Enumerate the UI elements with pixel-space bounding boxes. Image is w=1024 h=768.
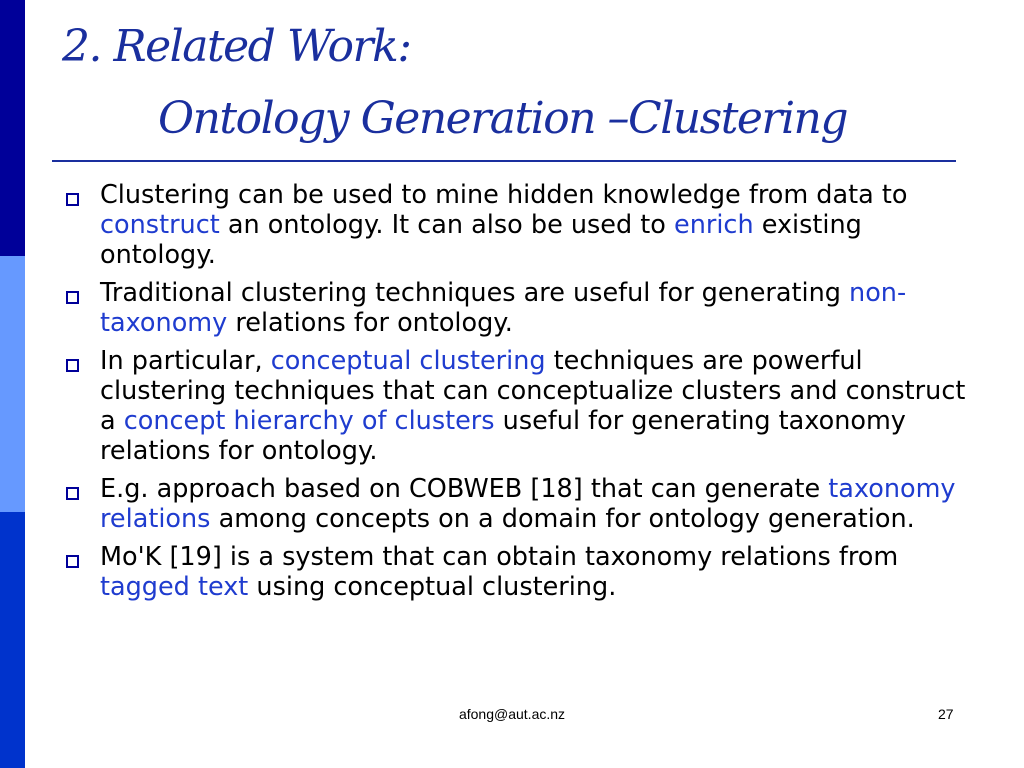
side-bar-bottom-segment: [0, 512, 25, 768]
highlighted-term: enrich: [674, 210, 754, 240]
side-bar-middle-segment: [0, 256, 25, 512]
bullet-list: [62, 180, 972, 610]
highlighted-term: concept hierarchy of clusters: [123, 406, 495, 436]
title-divider: [52, 160, 956, 162]
bullet-text: techniques are powerful clustering techniques that can conceptualize clusters and construct a: [100, 346, 966, 436]
bullet-text: Traditional clustering techniques are useful for generating: [100, 278, 850, 308]
footer-email: afong@aut.ac.nz: [458, 706, 566, 722]
highlighted-term: conceptual clustering: [270, 346, 546, 376]
bullet-item: [62, 474, 972, 534]
square-bullet-icon: [66, 555, 79, 568]
bullet-text: existing ontology.: [100, 210, 862, 270]
bullet-text: In particular,: [100, 346, 271, 376]
slide-title: [62, 22, 847, 144]
square-bullet-icon: [66, 359, 79, 372]
square-bullet-icon: [66, 193, 79, 206]
highlighted-term: construct: [100, 210, 220, 240]
bullet-item: [62, 346, 972, 466]
highlighted-term: non-taxonomy: [100, 278, 907, 338]
bullet-text: useful for generating taxonomy relations for ontology.: [100, 406, 906, 466]
bullet-text: using conceptual clustering.: [248, 572, 617, 602]
bullet-text: among concepts on a domain for ontology generation.: [210, 504, 915, 534]
bullet-text: an ontology. It can also be used to: [219, 210, 674, 240]
square-bullet-icon: [66, 487, 79, 500]
bullet-item: [62, 180, 972, 270]
side-accent-bar: [0, 0, 25, 768]
highlighted-term: tagged text: [100, 572, 249, 602]
bullet-text: Clustering can be used to mine hidden knowledge from data to: [100, 180, 908, 210]
bullet-item: [62, 278, 972, 338]
bullet-item: [62, 542, 972, 602]
bullet-text: E.g. approach based on COBWEB [18] that can generate: [100, 474, 829, 504]
highlighted-term: taxonomy relations: [100, 474, 956, 534]
side-bar-top-segment: [0, 0, 25, 256]
bullet-text: relations for ontology.: [227, 308, 513, 338]
page-number: 27: [938, 706, 954, 722]
slide-title-line2: Ontology Generation –Clustering: [158, 93, 848, 144]
square-bullet-icon: [66, 291, 79, 304]
slide-title-line1: 2. Related Work:: [62, 21, 411, 72]
bullet-text: Mo'K [19] is a system that can obtain taxonomy relations from: [100, 542, 899, 572]
